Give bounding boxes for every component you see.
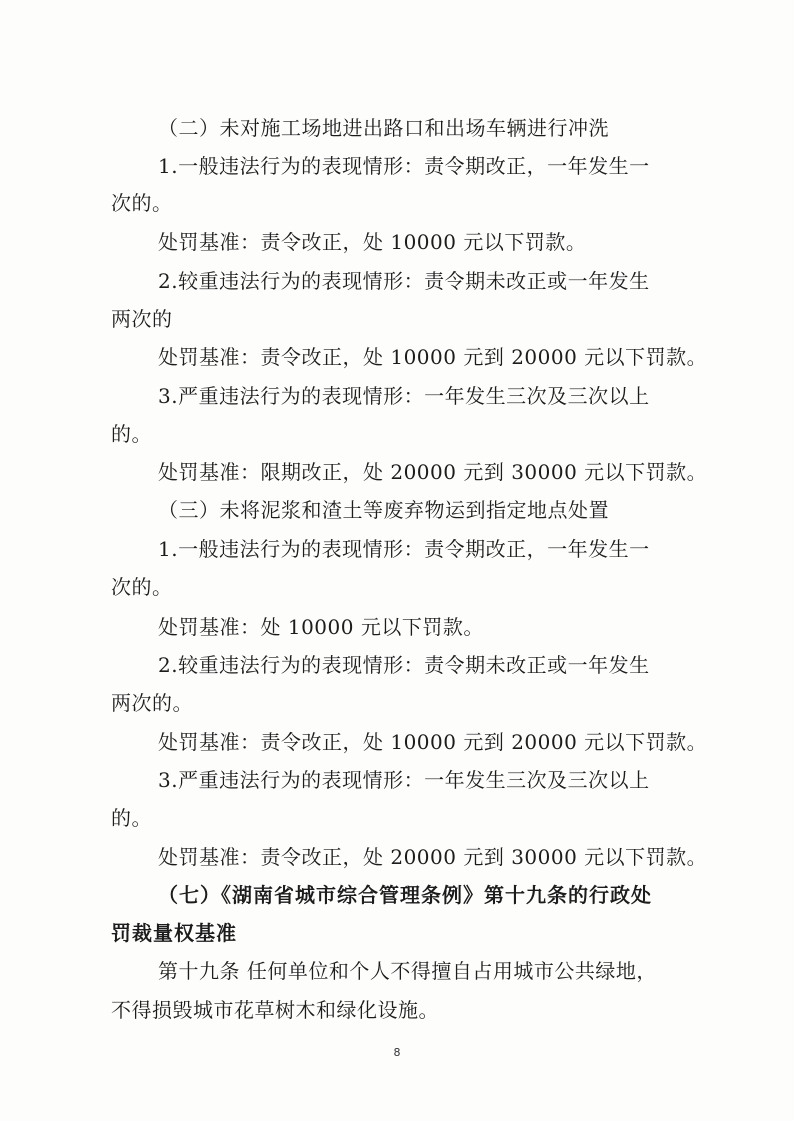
section-heading-2: （二）未对施工场地进出路口和出场车辆进行冲洗	[158, 116, 609, 140]
paragraph-line: 2.较重违法行为的表现情形：责令期未改正或一年发生	[158, 269, 650, 293]
paragraph-line: 两次的。	[111, 691, 193, 715]
penalty-standard-line: 处罚基准：责令改正，处 20000 元到 30000 元以下罚款。	[158, 845, 708, 869]
page-number: 8	[393, 1046, 401, 1059]
penalty-standard-line: 处罚基准：处 10000 元以下罚款。	[158, 615, 484, 639]
penalty-standard-line: 处罚基准：责令改正，处 10000 元到 20000 元以下罚款。	[158, 730, 708, 754]
section-heading-7: （七）《湖南省城市综合管理条例》第十九条的行政处	[158, 883, 652, 907]
paragraph-line: 1.一般违法行为的表现情形：责令期改正，一年发生一	[158, 154, 650, 178]
paragraph-line: 1.一般违法行为的表现情形：责令期改正，一年发生一	[158, 537, 650, 561]
penalty-standard-line: 处罚基准：责令改正，处 10000 元到 20000 元以下罚款。	[158, 345, 708, 369]
paragraph-line: 3.严重违法行为的表现情形：一年发生三次及三次以上	[158, 768, 650, 792]
paragraph-line: 3.严重违法行为的表现情形：一年发生三次及三次以上	[158, 384, 650, 408]
article-19-text: 第十九条 任何单位和个人不得擅自占用城市公共绿地，	[158, 959, 657, 983]
section-heading-7-cont: 罚裁量权基准	[111, 921, 237, 945]
paragraph-line: 2.较重违法行为的表现情形：责令期未改正或一年发生	[158, 653, 650, 677]
paragraph-line: 两次的	[111, 307, 173, 331]
section-heading-3: （三）未将泥浆和渣土等废弃物运到指定地点处置	[158, 498, 609, 522]
paragraph-line: 次的。	[111, 191, 173, 215]
article-19-text-cont: 不得损毁城市花草树木和绿化设施。	[111, 998, 439, 1022]
penalty-standard-line: 处罚基准：责令改正，处 10000 元以下罚款。	[158, 230, 587, 254]
paragraph-line: 的。	[111, 422, 152, 446]
paragraph-line: 的。	[111, 806, 152, 830]
paragraph-line: 次的。	[111, 575, 173, 599]
penalty-standard-line: 处罚基准：限期改正，处 20000 元到 30000 元以下罚款。	[158, 460, 708, 484]
